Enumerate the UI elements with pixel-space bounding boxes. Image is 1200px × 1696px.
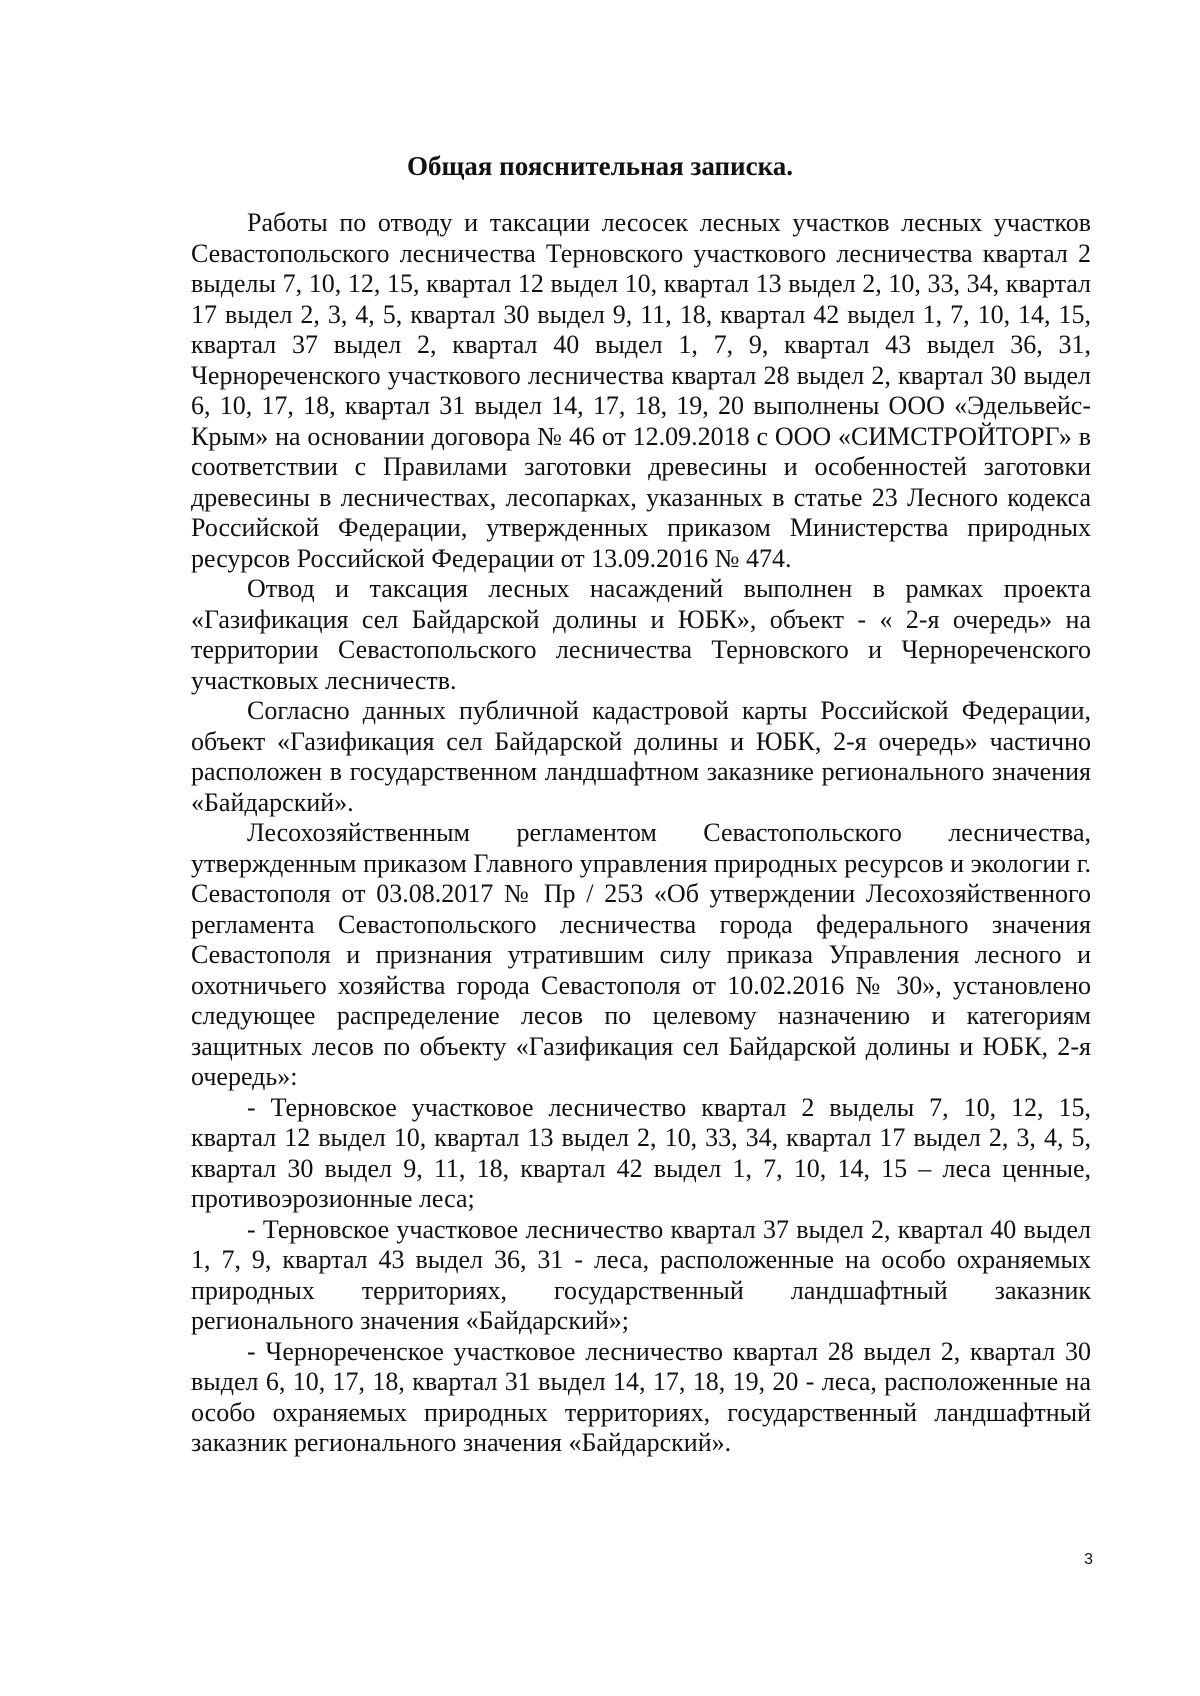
paragraph-allotment: Отвод и таксация лесных насаждений выполнен в рамках проекта «Газификация сел Байдарской долины и ЮБК», объект - « 2-я очередь» на территории Севастопольского лесничества Терновского и Чернореченского участковых лесничеств. <box>191 574 1091 695</box>
document-body <box>191 208 1091 1459</box>
list-item-ternovskoe-protected: - Терновское участковое лесничество квартал 37 выдел 2, квартал 40 выдел 1, 7, 9, квартал 43 выдел 36, 31 - леса, расположенные на особо охраняемых природных территориях, государственный ландшафтный заказник регионального значения «Байдарский»; <box>191 1214 1091 1335</box>
paragraph-works: Работы по отводу и таксации лесосек лесных участков лесных участков Севастопольского лесничества Терновского участкового лесничества квартал 2 выделы 7, 10, 12, 15, квартал 12 выдел 10, квартал 13 выдел 2, 10, 33, 34, квартал 17 выдел 2, 3, 4, 5, квартал 30 выдел 9, 11, 18, квартал 42 выдел 1, 7, 10, 14, 15, квартал 37 выдел 2, квартал 40 выдел 1, 7, 9, квартал 43 выдел 36, 31, Чернореченского участкового лесничества квартал 28 выдел 2, квартал 30 выдел 6, 10, 17, 18, квартал 31 выдел 14, 17, 18, 19, 20 выполнены ООО «Эдельвейс-Крым» на основании договора № 46 от 12.09.2018 с ООО «СИМСТРОЙТОРГ» в соответствии с Правилами заготовки древесины и особенностей заготовки древесины в лесничествах, лесопарках, указанных в статье 23 Лесного кодекса Российской Федерации, утвержденных приказом Министерства природных ресурсов Российской Федерации от 13.09.2016 № 474. <box>191 208 1091 573</box>
paragraph-cadastral: Согласно данных публичной кадастровой карты Российской Федерации, объект «Газификация сел Байдарской долины и ЮБК, 2-я очередь» частично расположен в государственном ландшафтном заказнике регионального значения «Байдарский». <box>191 696 1091 817</box>
paragraph-regulation: Лесохозяйственным регламентом Севастопольского лесничества, утвержденным приказом Главного управления природных ресурсов и экологии г. Севастополя от 03.08.2017 № Пр / 253 «Об утверждении Лесохозяйственного регламента Севастопольского лесничества города федерального значения Севастополя и признания утратившим силу приказа Управления лесного и охотничьего хозяйства города Севастополя от 10.02.2016 № 30», установлено следующее распределение лесов по целевому назначению и категориям защитных лесов по объекту «Газификация сел Байдарской долины и ЮБК, 2-я очередь»: <box>191 818 1091 1091</box>
page-number: 3 <box>1084 1551 1093 1568</box>
document-title: Общая пояснительная записка. <box>407 151 793 181</box>
list-item-chernorechenskoe-protected: - Чернореченское участковое лесничество квартал 28 выдел 2, квартал 30 выдел 6, 10, 17, 18, квартал 31 выдел 14, 17, 18, 19, 20 - леса, расположенные на особо охраняемых природных территориях, государственный ландшафтный заказник регионального значения «Байдарский». <box>191 1336 1091 1457</box>
list-item-ternovskoe-valuable: - Терновское участковое лесничество квартал 2 выделы 7, 10, 12, 15, квартал 12 выдел 10, квартал 13 выдел 2, 10, 33, 34, квартал 17 выдел 2, 3, 4, 5, квартал 30 выдел 9, 11, 18, квартал 42 выдел 1, 7, 10, 14, 15 – леса ценные, противоэрозионные леса; <box>191 1092 1091 1213</box>
